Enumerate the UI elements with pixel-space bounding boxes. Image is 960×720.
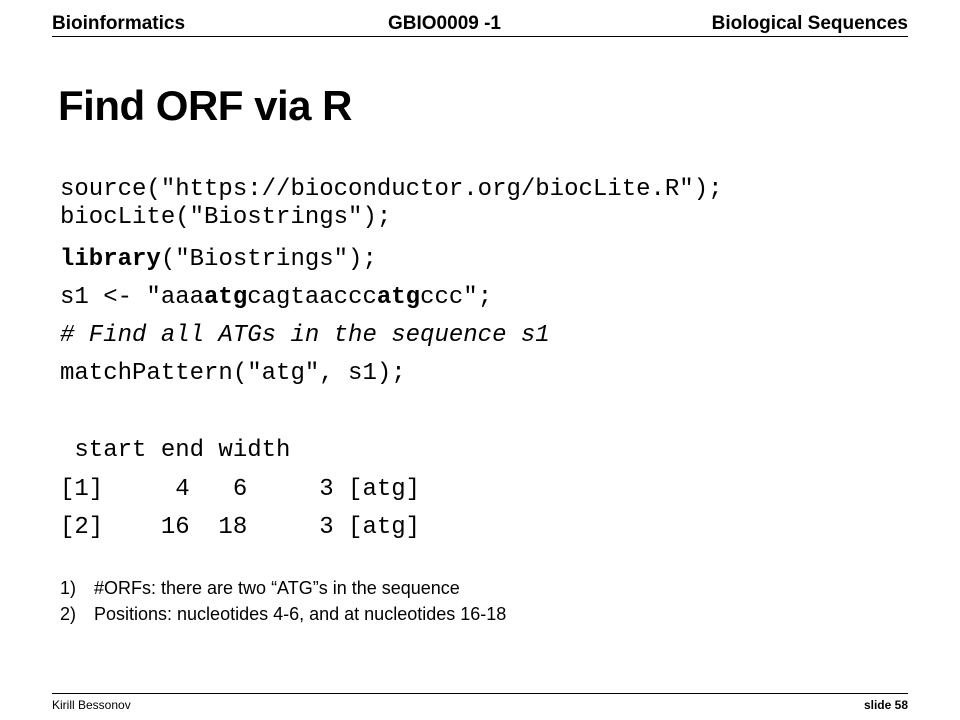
code-bioclite-call: biocLite("Biostrings"); bbox=[60, 204, 392, 231]
slide-title: Find ORF via R bbox=[58, 82, 353, 129]
code-assign-suffix: ccc"; bbox=[420, 284, 493, 311]
code-library-keyword: library bbox=[60, 246, 161, 273]
footer-slide-number: slide 58 bbox=[863, 698, 908, 712]
code-library-line bbox=[60, 246, 377, 274]
course-name: Bioinformatics bbox=[52, 13, 186, 34]
code-atg-highlight-1: atg bbox=[204, 284, 248, 311]
code-assign-line bbox=[60, 284, 492, 312]
code-comment: # Find all ATGs in the sequence s1 bbox=[60, 322, 550, 349]
note-number: 2) bbox=[60, 604, 77, 624]
note-text: #ORFs: there are two “ATG”s in the sequence bbox=[94, 578, 460, 598]
footer-author: Kirill Bessonov bbox=[52, 698, 131, 712]
code-source-call: source("https://bioconductor.org/biocLite.R"); bbox=[60, 176, 723, 203]
code-matchpattern-call: matchPattern("atg", s1); bbox=[60, 360, 406, 387]
code-library-args: ("Biostrings"); bbox=[160, 246, 377, 273]
note-text: Positions: nucleotides 4-6, and at nucleotides 16-18 bbox=[94, 604, 507, 624]
code-assign-middle: cagtaaccc bbox=[247, 284, 377, 311]
output-row: [2] 16 18 3 [atg] bbox=[60, 514, 421, 541]
code-assign-prefix: s1 <- "aaa bbox=[60, 284, 205, 311]
topic-name: Biological Sequences bbox=[711, 13, 908, 34]
note-item bbox=[60, 601, 506, 627]
notes-list bbox=[60, 575, 506, 627]
code-atg-highlight-2: atg bbox=[376, 284, 421, 311]
footer-divider bbox=[52, 693, 908, 694]
course-code: GBIO0009 -1 bbox=[388, 13, 501, 34]
slide-header bbox=[52, 10, 908, 37]
note-number: 1) bbox=[60, 578, 77, 598]
note-item bbox=[60, 575, 506, 601]
output-header: start end width bbox=[60, 437, 291, 464]
code-source-line bbox=[60, 176, 723, 232]
output-row: [1] 4 6 3 [atg] bbox=[60, 476, 421, 503]
